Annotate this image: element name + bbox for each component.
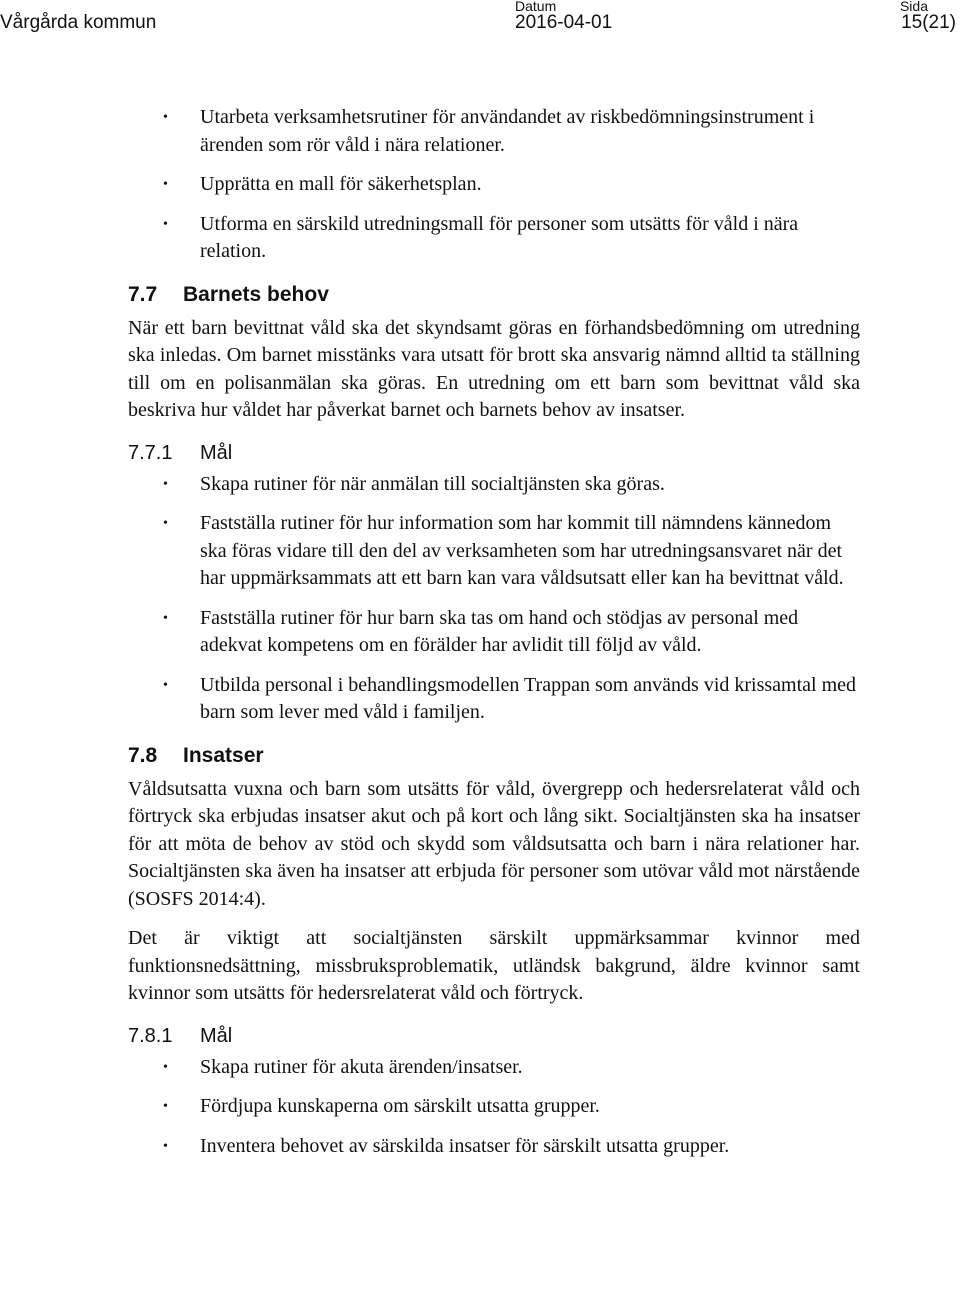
document-body	[128, 104, 860, 1172]
bullet-icon: •	[163, 677, 168, 693]
section-paragraph: Våldsutsatta vuxna och barn som utsätts för våld, övergrepp och hedersrelaterat våld och förtryck ska erbjudas insatser akut och på kort och lång sikt. Socialtjänsten ska ha insatser för att möta de behov av stöd och skydd som våldsutsatta och barn i nära relationer har. Socialtjänsten ska även ha insatser att erbjuda för personer som utövar våld mot närstående (SOSFS 2014:4).	[128, 777, 860, 910]
list-item: • Utarbeta verksamhetsrutiner för användandet av riskbedömningsinstrument i ärenden som rör våld i nära relationer.	[163, 106, 815, 156]
bullet-icon: •	[163, 177, 168, 192]
bullet-icon: •	[163, 516, 168, 531]
bullet-icon: •	[163, 1059, 168, 1075]
goals-list-7-7-1	[128, 471, 860, 727]
list-item: • Skapa rutiner för akuta ärenden/insatser.	[128, 1054, 860, 1082]
bullet-icon: •	[163, 1138, 168, 1154]
date-label: Datum	[515, 0, 557, 14]
subsection-number: 7.8.1	[128, 1024, 173, 1047]
subsection-title: Mål	[200, 441, 233, 464]
document-date: 2016-04-01	[515, 12, 613, 33]
section-title: Barnets behov	[183, 282, 329, 306]
bullet-icon: •	[163, 216, 168, 232]
subsection-heading-7-8-1	[128, 1022, 860, 1050]
section-number: 7.8	[128, 743, 158, 767]
list-item: • Upprätta en mall för säkerhetsplan.	[128, 171, 860, 199]
top-bullet-list	[128, 104, 860, 266]
section-heading-7-7	[128, 281, 860, 309]
section-title: Insatser	[183, 743, 264, 767]
list-item: • Fastställa rutiner för hur barn ska tas om hand och stödjas av personal med adekvat kompetens om en förälder har avlidit till följd av våld.	[163, 606, 799, 656]
subsection-title: Mål	[200, 1024, 233, 1047]
page-label: Sida	[899, 0, 928, 14]
list-item: • Utforma en särskild utredningsmall för personer som utsätts för våld i nära relation.	[163, 212, 799, 262]
list-item: • Fastställa rutiner för hur information som har kommit till nämndens kännedom ska föras vidare till den del av verksamheten som har utredningsansvaret när det har uppmärksammats att ett barn kan vara våldsutsatt eller kan ha bevittnat våld.	[163, 512, 844, 589]
section-number: 7.7	[128, 282, 158, 306]
section-paragraph: Det är viktigt att socialtjänsten särskilt uppmärksammar kvinnor med funktionsnedsättning, missbruksproblematik, utländsk bakgrund, äldre kvinnor samt kvinnor som utsätts för hedersrelaterat våld och förtryck.	[128, 927, 860, 1004]
list-item: • Utbilda personal i behandlingsmodellen Trappan som används vid krissamtal med barn som lever med våld i familjen.	[163, 673, 857, 723]
goals-list-7-8-1	[128, 1054, 860, 1161]
bullet-icon: •	[163, 610, 168, 626]
bullet-icon: •	[163, 110, 168, 125]
section-paragraph: När ett barn bevittnat våld ska det skyndsamt göras en förhandsbedömning om utredning ska inledas. Om barnet misstänks vara utsatt för brott ska ansvarig nämnd alltid ta ställning till om en polisanmälan ska göras. En utredning om ett barn som bevittnat våld ska beskriva hur våldet har påverkat barnet och barnets behov av insatser.	[128, 316, 860, 421]
page-header	[0, 0, 960, 40]
section-heading-7-8	[128, 742, 860, 770]
bullet-icon: •	[163, 1099, 168, 1114]
list-item: • Skapa rutiner för när anmälan till socialtjänsten ska göras.	[128, 471, 860, 499]
bullet-icon: •	[163, 476, 168, 492]
list-item: • Fördjupa kunskaperna om särskilt utsatta grupper.	[128, 1093, 860, 1121]
organization-name: Vårgårda kommun	[0, 12, 157, 33]
subsection-heading-7-7-1	[128, 439, 860, 467]
subsection-number: 7.7.1	[128, 441, 173, 464]
list-item: • Inventera behovet av särskilda insatser för särskilt utsatta grupper.	[128, 1133, 860, 1161]
page-number: 15(21)	[901, 12, 956, 33]
